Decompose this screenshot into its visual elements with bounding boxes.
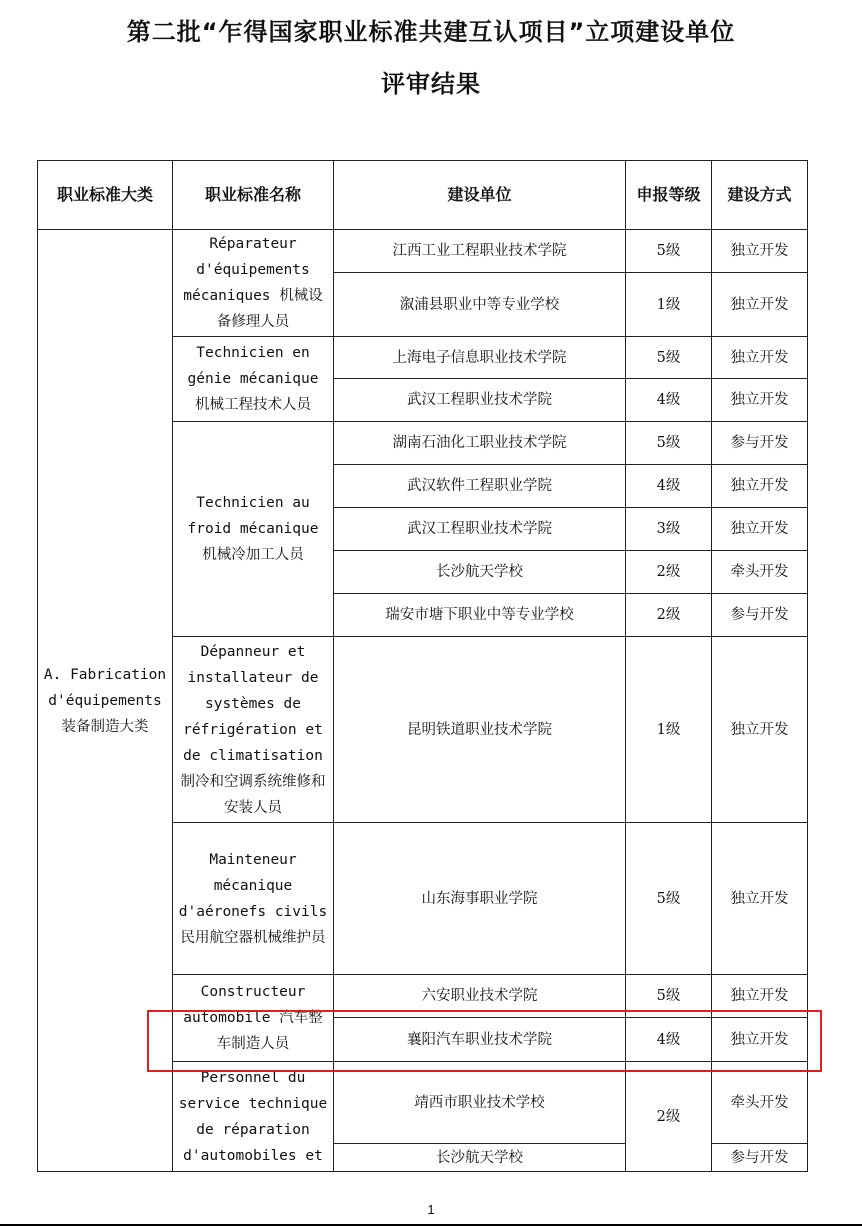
mode-cell: 独立开发 <box>712 637 808 823</box>
level-cell: 4级 <box>626 465 712 508</box>
unit-cell: 长沙航天学校 <box>334 1144 626 1172</box>
mode-cell: 独立开发 <box>712 379 808 422</box>
mode-cell: 独立开发 <box>712 823 808 975</box>
standard-name-cell: Technicien en génie mécanique 机械工程技术人员 <box>173 337 334 422</box>
level-cell: 5级 <box>626 823 712 975</box>
standard-name-cell: Constructeur automobile 汽车整车制造人员 <box>173 975 334 1062</box>
level-cell: 1级 <box>626 273 712 337</box>
standard-name-cell: Dépanneur et installateur de systèmes de réfrigération et de climatisation 制冷和空调系统维修和安装人员 <box>173 637 334 823</box>
table-row <box>38 230 808 273</box>
mode-cell: 独立开发 <box>712 1018 808 1062</box>
level-cell: 5级 <box>626 975 712 1018</box>
unit-cell: 江西工业工程职业技术学院 <box>334 230 626 273</box>
standard-name-cell: Mainteneur mécanique d'aéronefs civils 民用航空器机械维护员 <box>173 823 334 975</box>
header-category: 职业标准大类 <box>38 161 173 230</box>
header-standard-name: 职业标准名称 <box>173 161 334 230</box>
unit-cell: 昆明铁道职业技术学院 <box>334 637 626 823</box>
header-unit: 建设单位 <box>334 161 626 230</box>
unit-cell: 湖南石油化工职业技术学院 <box>334 422 626 465</box>
level-cell: 2级 <box>626 1062 712 1172</box>
document-subtitle: 评审结果 <box>381 70 481 98</box>
mode-cell: 独立开发 <box>712 337 808 379</box>
unit-cell: 瑞安市塘下职业中等专业学校 <box>334 594 626 637</box>
level-cell: 3级 <box>626 508 712 551</box>
unit-cell: 上海电子信息职业技术学院 <box>334 337 626 379</box>
mode-cell: 独立开发 <box>712 465 808 508</box>
level-cell: 2级 <box>626 594 712 637</box>
unit-cell: 长沙航天学校 <box>334 551 626 594</box>
level-cell: 5级 <box>626 230 712 273</box>
category-cell: A. Fabrication d'équipements 装备制造大类 <box>38 230 173 1172</box>
standard-name-cell: Réparateur d'équipements mécaniques 机械设备修理人员 <box>173 230 334 337</box>
mode-cell: 参与开发 <box>712 422 808 465</box>
unit-cell: 靖西市职业技术学校 <box>334 1062 626 1144</box>
mode-cell: 牵头开发 <box>712 1062 808 1144</box>
results-table <box>37 160 808 1172</box>
header-row <box>38 161 808 230</box>
mode-cell: 独立开发 <box>712 273 808 337</box>
page-number: 1 <box>427 1202 435 1217</box>
level-cell: 2级 <box>626 551 712 594</box>
standard-name-cell: Personnel du service technique de réparation d'automobiles et <box>173 1062 334 1172</box>
mode-cell: 参与开发 <box>712 594 808 637</box>
header-mode: 建设方式 <box>712 161 808 230</box>
level-cell: 1级 <box>626 637 712 823</box>
level-cell: 5级 <box>626 422 712 465</box>
level-cell: 4级 <box>626 1018 712 1062</box>
unit-cell: 武汉工程职业技术学院 <box>334 508 626 551</box>
unit-cell: 武汉工程职业技术学院 <box>334 379 626 422</box>
mode-cell: 独立开发 <box>712 230 808 273</box>
level-cell: 5级 <box>626 337 712 379</box>
standard-name-cell: Technicien au froid mécanique 机械冷加工人员 <box>173 422 334 637</box>
mode-cell: 独立开发 <box>712 508 808 551</box>
unit-cell: 武汉软件工程职业学院 <box>334 465 626 508</box>
level-cell: 4级 <box>626 379 712 422</box>
header-level: 申报等级 <box>626 161 712 230</box>
unit-cell: 山东海事职业学院 <box>334 823 626 975</box>
unit-cell: 襄阳汽车职业技术学院 <box>334 1018 626 1062</box>
document-title: 第二批“乍得国家职业标准共建互认项目”立项建设单位 <box>126 18 736 46</box>
mode-cell: 牵头开发 <box>712 551 808 594</box>
unit-cell: 溆浦县职业中等专业学校 <box>334 273 626 337</box>
unit-cell: 六安职业技术学院 <box>334 975 626 1018</box>
mode-cell: 独立开发 <box>712 975 808 1018</box>
mode-cell: 参与开发 <box>712 1144 808 1172</box>
